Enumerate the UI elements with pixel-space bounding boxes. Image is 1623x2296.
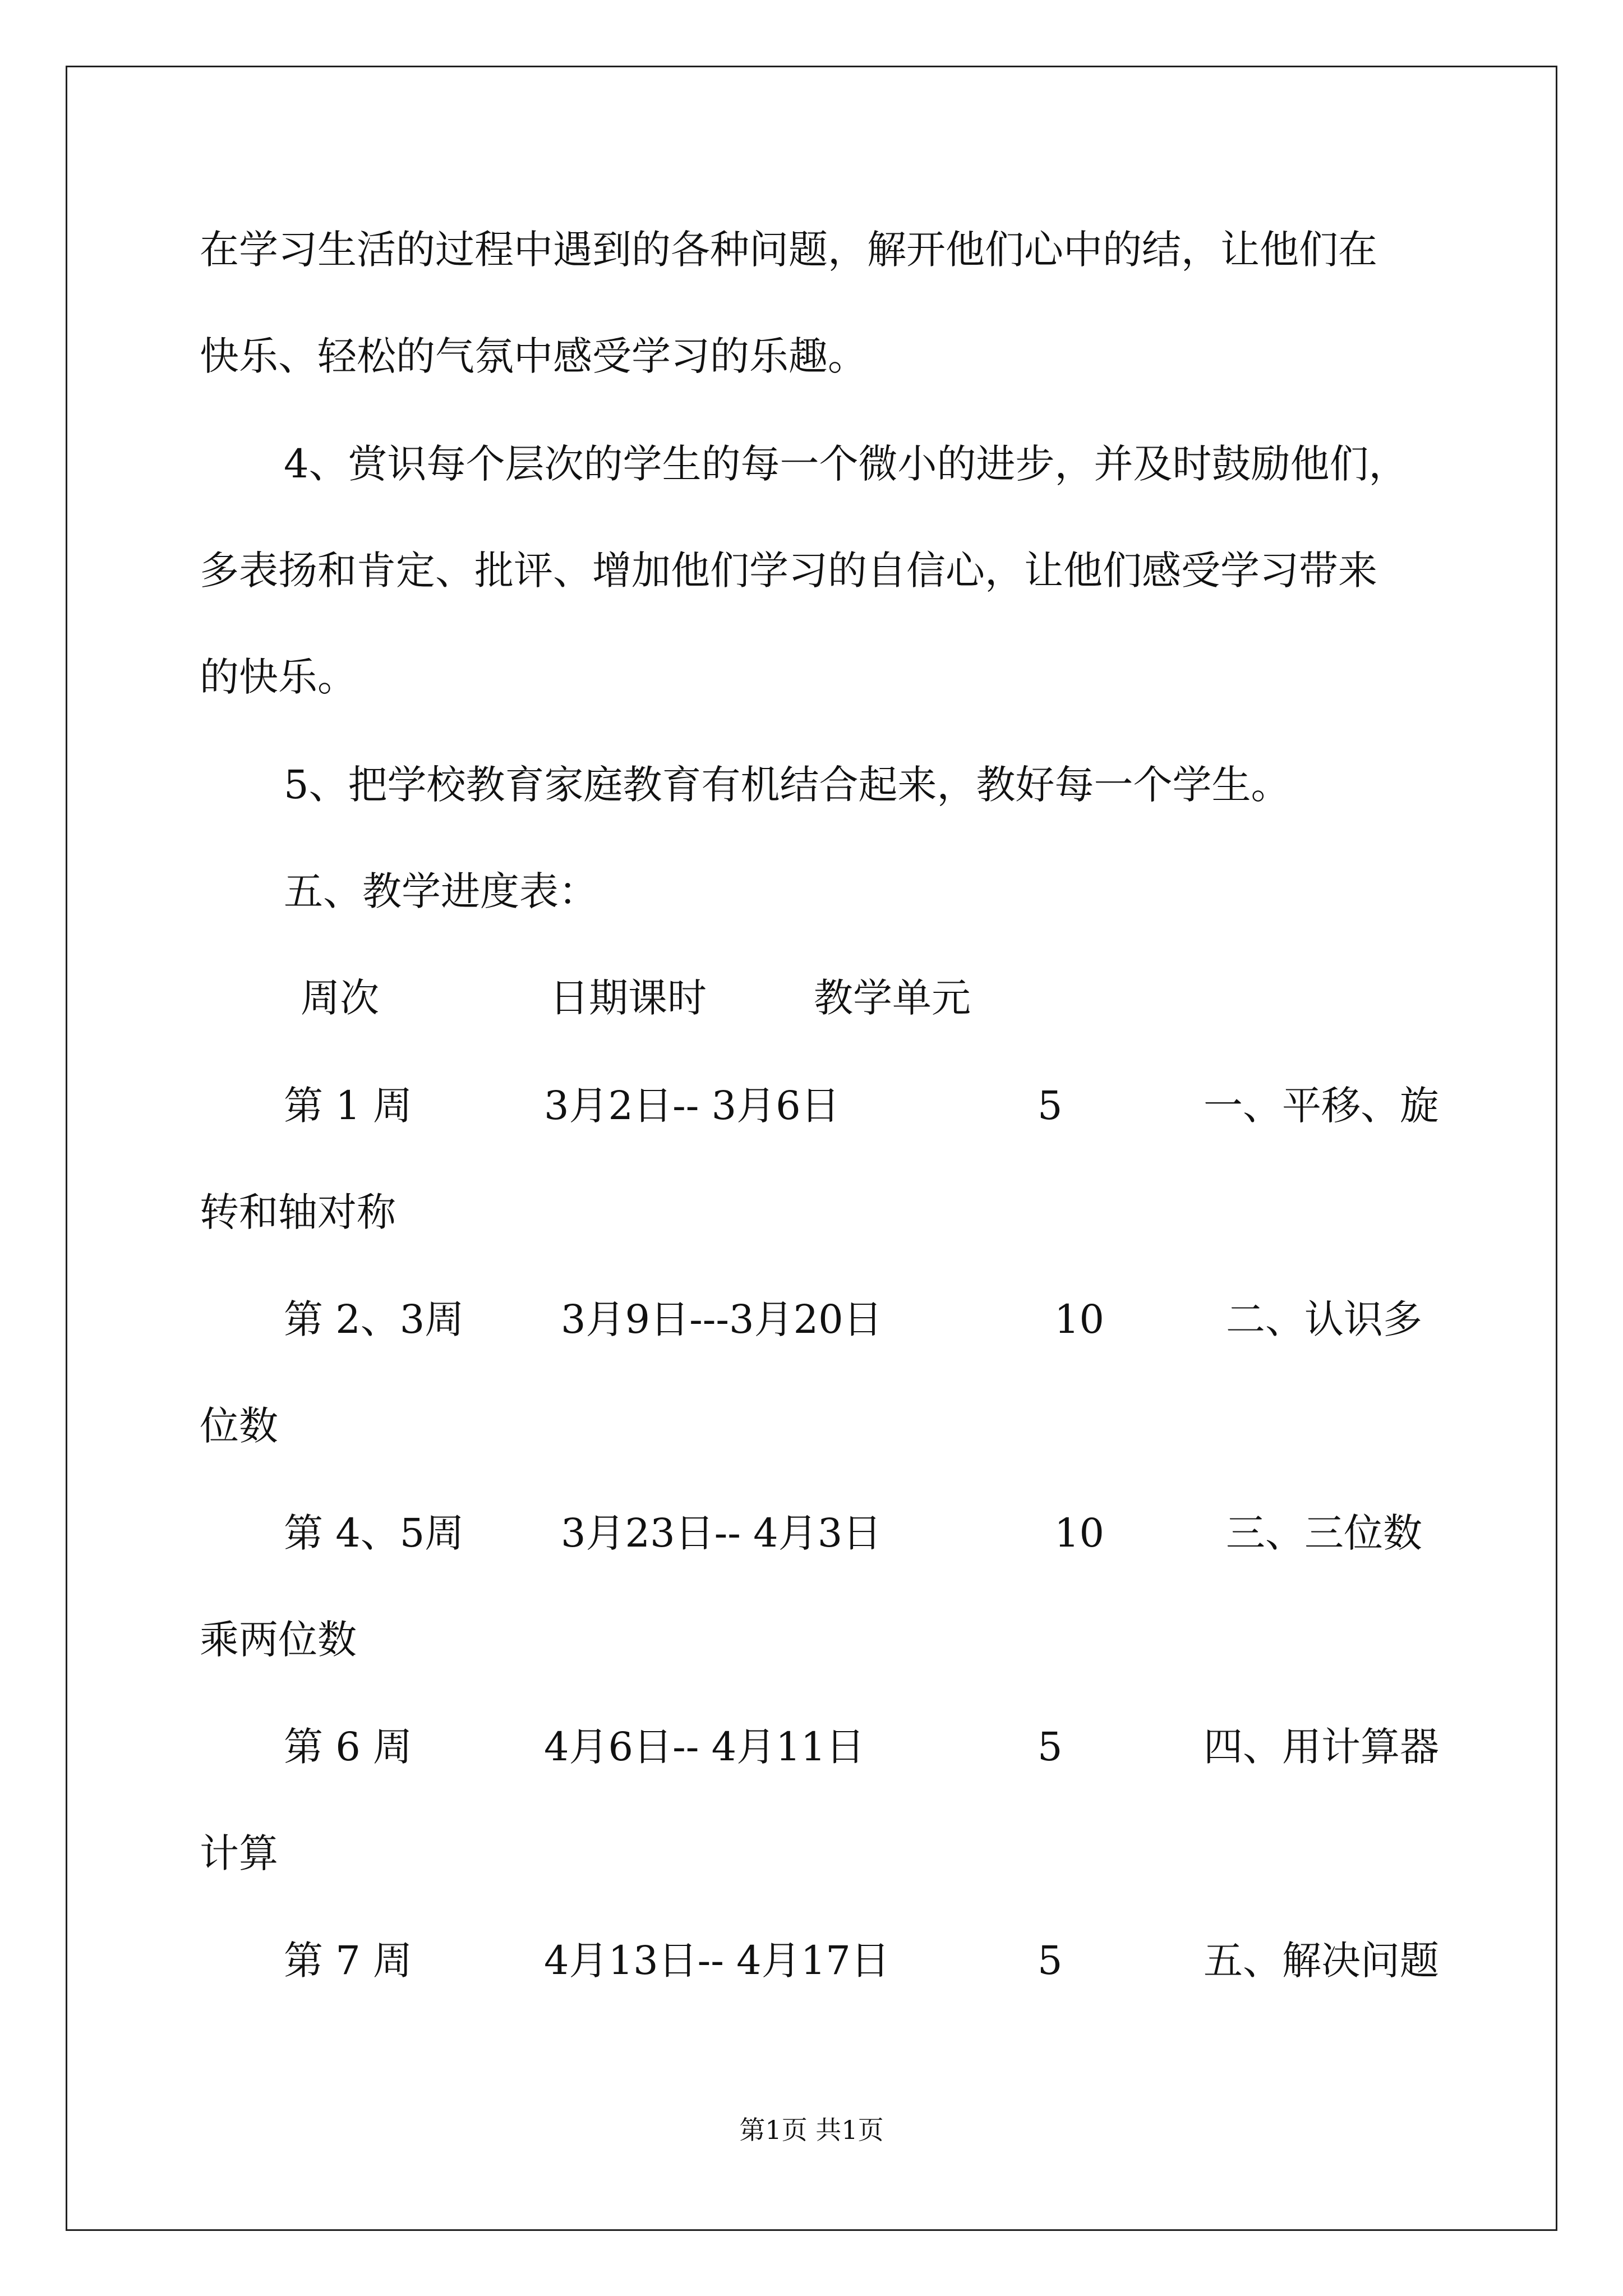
paragraph-line: 快乐、轻松的气氛中感受学习的乐趣。 [200, 333, 867, 379]
paragraph-line: 的快乐。 [200, 654, 357, 700]
table-cell-hours: 10 [1054, 1510, 1105, 1556]
table-cell-dates: 4月6日-- 4月11日 [544, 1724, 865, 1770]
table-cell-unit-cont: 计算 [200, 1830, 278, 1876]
table-cell-unit: 四、用计算器 [1204, 1724, 1439, 1770]
table-cell-dates: 3月9日---3月20日 [561, 1296, 883, 1342]
table-cell-week: 第 6 周 [284, 1724, 413, 1770]
table-cell-week: 第 1 周 [284, 1083, 413, 1129]
table-cell-unit: 五、解决问题 [1204, 1938, 1439, 1984]
page-border [66, 66, 1557, 2231]
table-cell-dates: 4月13日-- 4月17日 [544, 1938, 890, 1984]
table-header-date: 日期课时 [550, 975, 707, 1021]
table-cell-unit: 三、三位数 [1226, 1510, 1422, 1556]
paragraph-line: 4、赏识每个层次的学生的每一个微小的进步，并及时鼓励他们， [284, 441, 1408, 487]
table-cell-unit-cont: 转和轴对称 [200, 1189, 396, 1235]
table-cell-unit-cont: 位数 [200, 1403, 278, 1449]
page-footer: 第1页 共1页 [739, 2115, 884, 2145]
table-cell-dates: 3月23日-- 4月3日 [561, 1510, 882, 1556]
table-cell-week: 第 7 周 [284, 1938, 413, 1984]
table-cell-dates: 3月2日-- 3月6日 [544, 1083, 840, 1129]
table-cell-hours: 5 [1038, 1724, 1063, 1770]
paragraph-line: 5、把学校教育家庭教育有机结合起来，教好每一个学生。 [284, 762, 1290, 808]
section-title: 五、教学进度表： [284, 868, 598, 914]
paragraph-line: 多表扬和肯定、批评、增加他们学习的自信心，让他们感受学习带来 [200, 547, 1377, 593]
table-cell-hours: 5 [1038, 1083, 1063, 1129]
table-header-unit: 教学单元 [814, 975, 971, 1021]
table-cell-week: 第 2、3周 [284, 1296, 464, 1342]
table-header-week: 周次 [301, 975, 379, 1021]
table-cell-hours: 10 [1054, 1296, 1105, 1342]
table-cell-week: 第 4、5周 [284, 1510, 464, 1556]
paragraph-line: 在学习生活的过程中遇到的各种问题，解开他们心中的结，让他们在 [200, 227, 1377, 273]
table-cell-unit: 二、认识多 [1226, 1296, 1422, 1342]
table-cell-unit-cont: 乘两位数 [200, 1617, 357, 1663]
table-cell-unit: 一、平移、旋 [1204, 1083, 1439, 1129]
table-cell-hours: 5 [1038, 1938, 1063, 1984]
